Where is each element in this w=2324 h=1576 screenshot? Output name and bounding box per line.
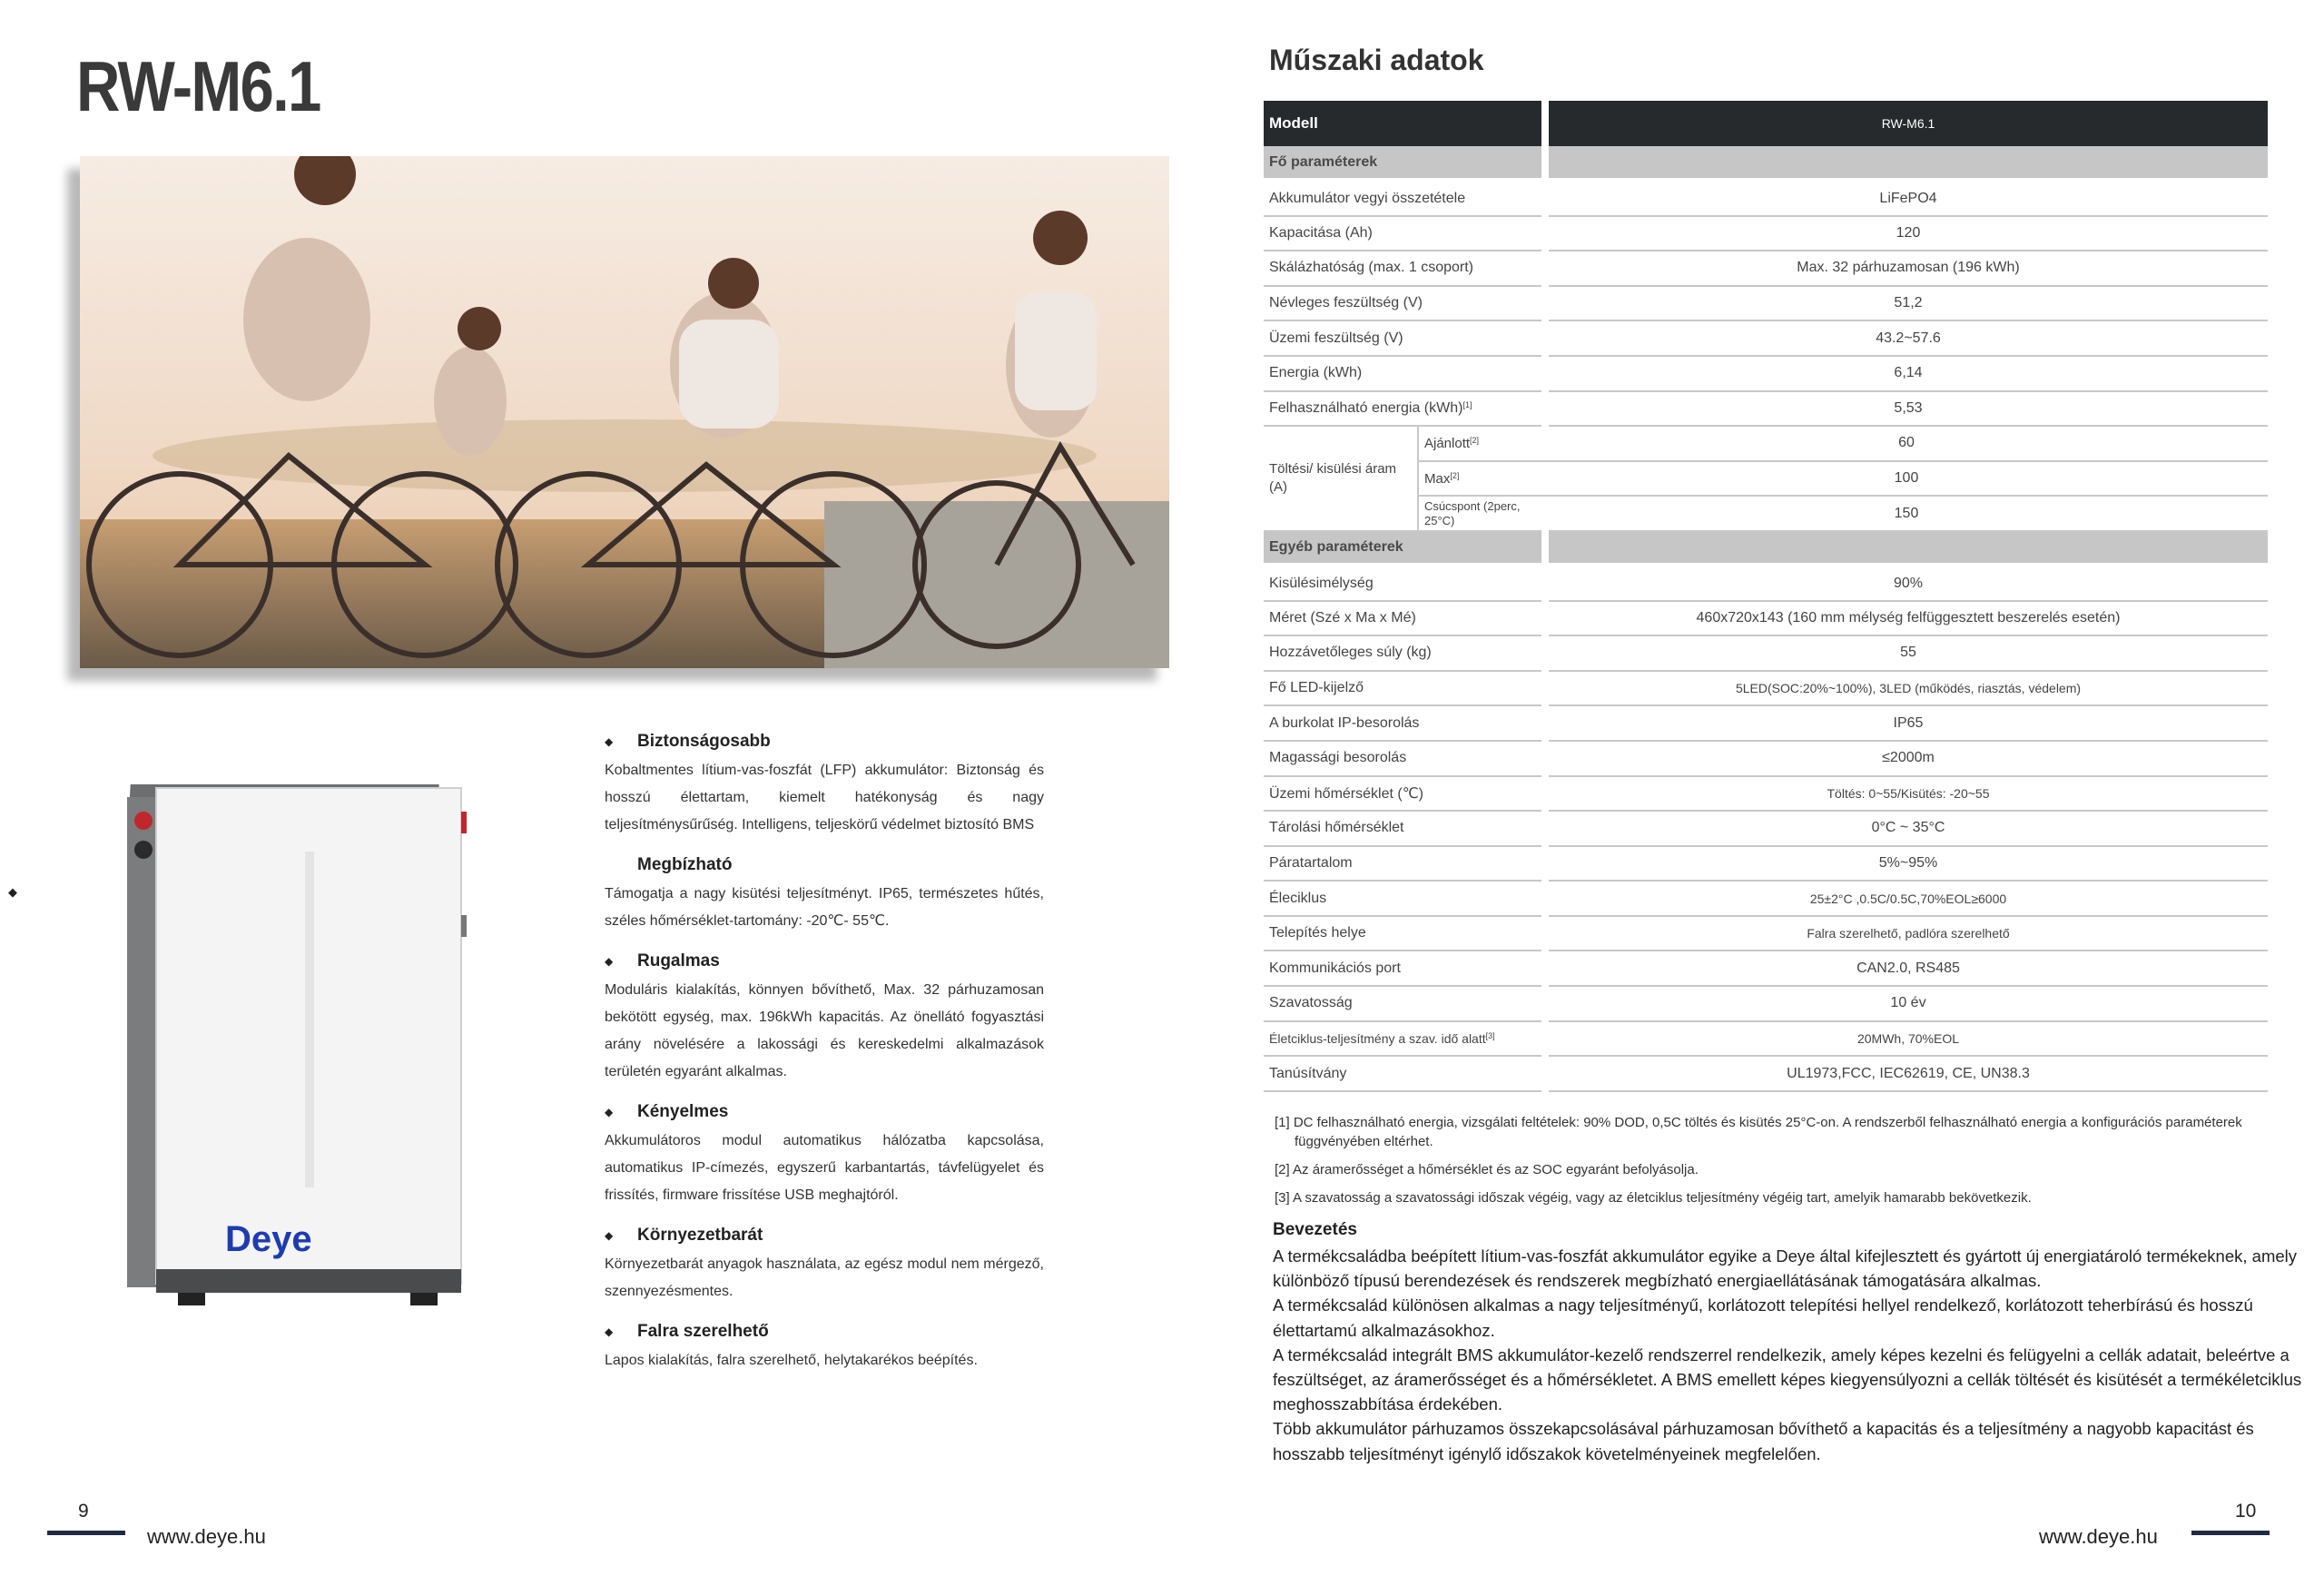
feature-title: Kényelmes [637, 1102, 729, 1121]
feature-title: Falra szerelhető [637, 1322, 769, 1341]
spec-table [1264, 101, 2268, 1092]
table-row: Telepítés helye Falra szerelhető, padlóra szerelhető [1264, 916, 2268, 951]
model-title: RW-M6.1 [76, 46, 320, 126]
table-row: Páratartalom 5%~95% [1264, 846, 2268, 882]
table-row: Tárolási hőmérséklet 0°C ~ 35°C [1264, 811, 2268, 846]
feature-title: Környezetbarát [637, 1226, 763, 1245]
table-header-row [1264, 101, 2268, 146]
section-title: Egyéb paraméterek [1264, 531, 1545, 566]
footer-rule-left [47, 1531, 125, 1535]
feature-body: Kobaltmentes lítium-vas-foszfát (LFP) akkumulátor: Biztonság és hosszú élettartam, kiemelt hatékonyság és nagy teljesítménysűrűség. Intelligens, teljeskörű védelmet biztosító BMS [605, 763, 1044, 832]
footnotes [1275, 1113, 2291, 1216]
feature-item [605, 1322, 1044, 1374]
feature-body: Támogatja a nagy kisütési teljesítményt. IP65, természetes hűtés, széles hőmérséklet-tartomány: -20℃- 55℃. [605, 886, 1044, 929]
table-row: Fő LED-kijelző 5LED(SOC:20%~100%), 3LED (működés, riasztás, védelem) [1264, 671, 2268, 706]
intro-title: Bevezetés [1273, 1220, 1357, 1239]
bullet-icon: ◆ [605, 1325, 614, 1338]
feature-body: Környezetbarát anyagok használata, az egész modul nem mérgező, szennyezésmentes. [605, 1256, 1044, 1299]
table-row: Szavatosság 10 év [1264, 986, 2268, 1021]
table-row: Életciklus-teljesítmény a szav. idő alatt[3] 20MWh, 70%EOL [1264, 1021, 2268, 1057]
feature-title: Rugalmas [637, 951, 720, 970]
table-row: Magassági besorolás ≤2000m [1264, 741, 2268, 776]
intro-paragraph: A termékcsaládba beépített lítium-vas-foszfát akkumulátor egyike a Deye által kifejlesztett és gyártott új energiatároló termékeknek, amely különböző típusú berendezések és rendszerek megbízható energiaellátásának támogatására alkalmas. [1273, 1246, 2298, 1291]
stray-bullet-icon: ◆ [8, 885, 17, 899]
bullet-icon: ◆ [605, 955, 614, 968]
feature-title: Megbízható [637, 855, 733, 874]
feature-title: Biztonságosabb [637, 732, 771, 751]
bullet-icon: ◆ [605, 735, 614, 748]
table-row: Energia (kWh) 6,14 [1264, 356, 2268, 391]
table-row: Éleciklus 25±2°C ,0.5C/0.5C,70%EOL≥6000 [1264, 881, 2268, 916]
feature-body: Lapos kialakítás, falra szerelhető, helytakarékos beépítés. [605, 1353, 978, 1368]
feature-body: Moduláris kialakítás, könnyen bővíthető, Max. 32 párhuzamosan bekötött egység, max. 196kWh kapacitás. Az önellátó fogyasztási arány növelésére a lakossági és kereskedelmi alkalmazások területén egyaránt alkalmas. [605, 982, 1044, 1079]
footer-rule-right [2191, 1531, 2270, 1535]
table-row: Akkumulátor vegyi összetétele LiFePO4 [1264, 181, 2268, 216]
intro-paragraph: A termékcsalád integrált BMS akkumulátor-kezelő rendszerrel rendelkezik, amely képes kezelni és felügyelni a cellák adatait, beleértve a feszültséget, az áramerősséget és a hőmérsékletet. A BMS emellett képes kiegyensúlyozni a cellák töltését és kisütését a termékéletciklus meghosszabbítása érdekében. [1273, 1345, 2302, 1414]
feature-item [605, 1102, 1044, 1209]
feature-item [605, 855, 1044, 935]
section-row-main [1264, 146, 2268, 181]
current-group-label: Töltési/ kisülési áram (A) [1264, 426, 1418, 531]
intro-section [1273, 1220, 2313, 1466]
footnote: [2] Az áramerősséget a hőmérséklet és az SOC egyaránt befolyásolja. [1275, 1162, 1699, 1177]
terminal-red-icon [134, 812, 153, 830]
table-row: Üzemi feszültség (V) 43.2~57.6 [1264, 320, 2268, 356]
feature-item [605, 951, 1044, 1086]
model-value: RW-M6.1 [1545, 101, 2268, 146]
page-number-right: 10 [2235, 1501, 2257, 1522]
battery-product-image [123, 779, 478, 1307]
table-row: Max[2] 100 [1264, 461, 2268, 497]
feature-list [605, 732, 1044, 1391]
page-number-left: 9 [78, 1501, 89, 1522]
table-row: Névleges feszültség (V) 51,2 [1264, 286, 2268, 321]
battery-brand-logo: Deye [225, 1219, 312, 1259]
intro-body [1273, 1244, 2313, 1466]
table-row: Tanúsítvány UL1973,FCC, IEC62619, CE, UN38.3 [1264, 1056, 2268, 1091]
feature-body: Akkumulátoros modul automatikus hálózatba kapcsolása, automatikus IP-címezés, egyszerű karbantartás, távfelügyelet és frissítés, firmware frissítése USB meghajtóról. [605, 1133, 1044, 1203]
feature-item [605, 732, 1044, 839]
table-row: Hozzávetőleges súly (kg) 55 [1264, 635, 2268, 671]
table-row: Kapacitása (Ah) 120 [1264, 216, 2268, 251]
table-row: Méret (Szé x Ma x Mé) 460x720x143 (160 mm mélység felfüggesztett beszerelés esetén) [1264, 601, 2268, 636]
bullet-icon: ◆ [605, 1229, 614, 1242]
footnote: [3] A szavatosság a szavatossági időszak végéig, vagy az életciklus teljesítmény végéig tart, amelyik hamarabb bekövetkezik. [1275, 1190, 2032, 1206]
feature-item [605, 1226, 1044, 1305]
table-row: Töltési/ kisülési áram (A) Ajánlott[2] 60 [1264, 426, 2268, 461]
intro-paragraph: Több akkumulátor párhuzamos összekapcsolásával párhuzamosan bővíthető a kapacitás és a teljesítmény a nagyobb kapacitást és hosszabb teljesítményt igénylő időszakok követelményeinek megfelelően. [1273, 1419, 2254, 1463]
spec-heading: Műszaki adatok [1269, 44, 1484, 76]
footer-url-left[interactable]: www.deye.hu [147, 1525, 266, 1548]
footer-url-right[interactable]: www.deye.hu [2039, 1525, 2158, 1548]
table-row: Felhasználható energia (kWh)[1] 5,53 [1264, 391, 2268, 427]
table-row: Üzemi hőmérséklet (℃) Töltés: 0~55/Kisütés: -20~55 [1264, 776, 2268, 812]
table-row: Kisülésimélység 90% [1264, 566, 2268, 601]
bullet-icon: ◆ [605, 1106, 614, 1118]
table-row: A burkolat IP-besorolás IP65 [1264, 705, 2268, 741]
table-row: Skálázhatóság (max. 1 csoport) Max. 32 párhuzamosan (196 kWh) [1264, 251, 2268, 286]
table-row: Kommunikációs port CAN2.0, RS485 [1264, 951, 2268, 986]
table-row: Csúcspont (2perc, 25°C) 150 [1264, 496, 2268, 531]
section-row-other [1264, 531, 2268, 566]
model-label: Modell [1264, 101, 1545, 146]
section-title: Fő paraméterek [1264, 146, 1545, 181]
intro-paragraph: A termékcsalád különösen alkalmas a nagy teljesítményű, korlátozott telepítési hellyel rendelkező, korlátozott teherbírású és hosszú élettartamú alkalmazásokhoz. [1273, 1295, 2253, 1340]
terminal-black-icon [134, 841, 153, 859]
footnote: [1] DC felhasználható energia, vizsgálati feltételek: 90% DOD, 0,5C töltés és kisütés 25°C-on. A rendszerből felhasználható energia a konfigurációs paraméterek függvényében eltérhet. [1275, 1115, 2242, 1149]
cyclists-illustration [80, 156, 1169, 668]
cyclists-photo [80, 156, 1169, 668]
